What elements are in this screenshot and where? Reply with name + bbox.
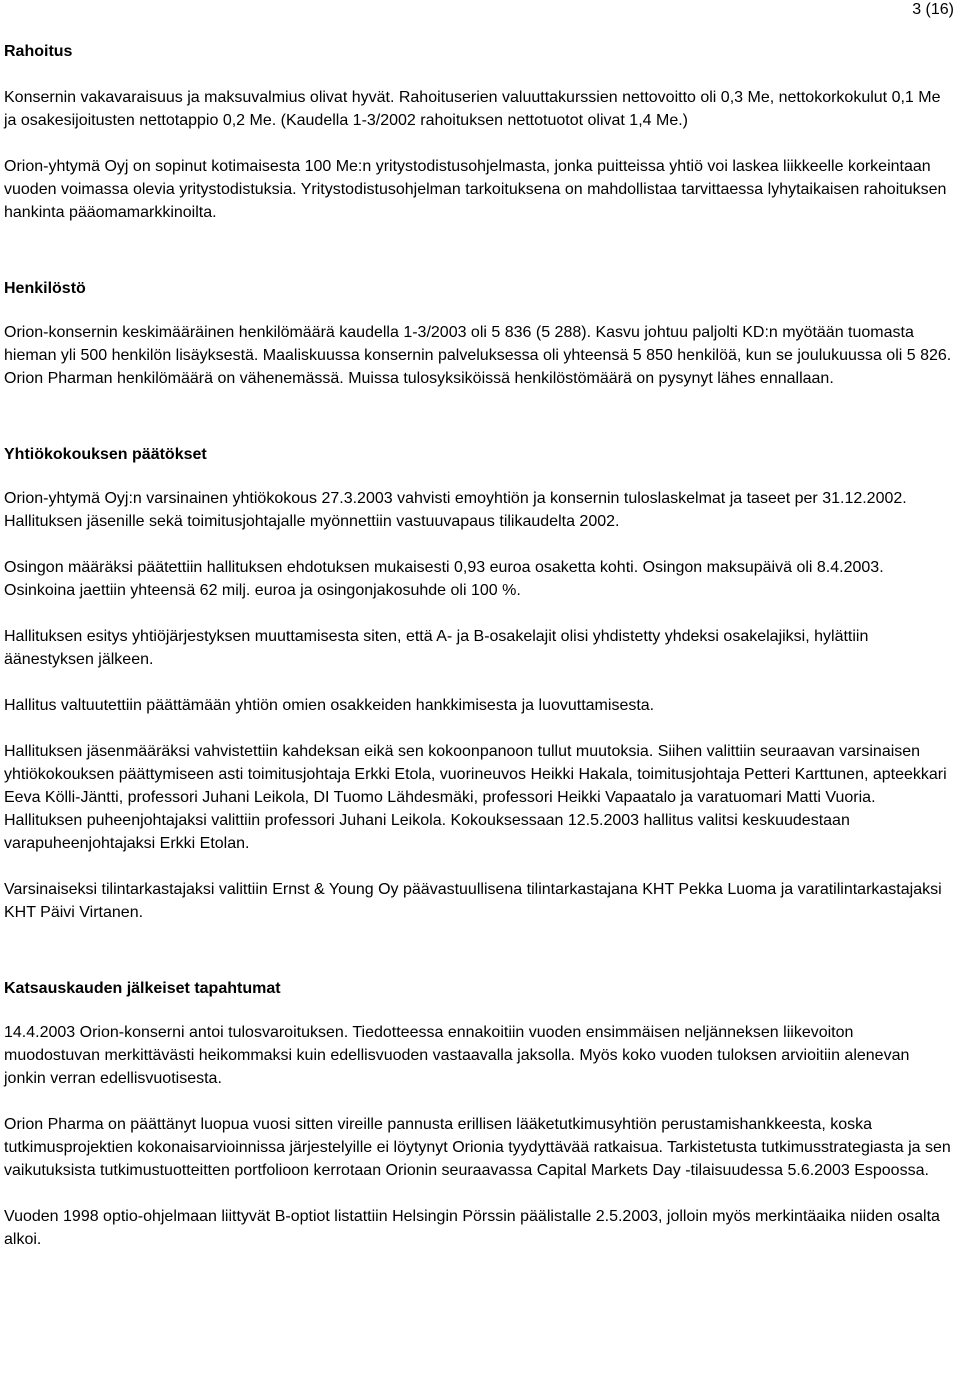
- paragraph: Konsernin vakavaraisuus ja maksuvalmius olivat hyvät. Rahoituserien valuuttakurssien nettovoitto oli 0,3 Me, nettokorkokulut 0,1 Me ja osakesijoitusten nettotappio 0,2 Me. (Kaudella 1-3/2002 rahoituksen nettotuotot olivat 1,4 Me.): [4, 89, 941, 129]
- paragraph: Orion-konsernin keskimääräinen henkilömäärä kaudella 1-3/2003 oli 5 836 (5 288). Kasvu johtuu paljolti KD:n myötään tuomasta hieman yli 500 henkilön lisäyksestä. Maaliskuussa konsernin palveluksessa oli yhteensä 5 850 henkilöä, kun se joulukuussa oli 5 826. Orion Pharman henkilömäärä on vähenemässä. Muissa tulosyksiköissä henkilöstömäärä on pysynyt lähes ennallaan.: [4, 324, 952, 387]
- paragraph: Hallituksen jäsenmääräksi vahvistettiin kahdeksan eikä sen kokoonpanoon tullut muutoksia. Siihen valittiin seuraavan varsinaisen yhtiökokouksen päättymiseen asti toimitusjohtaja Erkki Etola, vuorineuvos Heikki Hakala, toimitusjohtaja Petteri Karttunen, apteekkari Eeva Kölli-Jäntti, professori Juhani Leikola, DI Tuomo Lähdesmäki, professori Heikki Vapaatalo ja varatuomari Matti Vuoria. Hallituksen puheenjohtajaksi valittiin professori Juhani Leikola. Kokouksessaan 12.5.2003 hallitus valitsi keskuudestaan varapuheenjohtajaksi Erkki Etolan.: [4, 743, 947, 852]
- paragraph: Orion-yhtymä Oyj on sopinut kotimaisesta 100 Me:n yritystodistusohjelmasta, jonka puitteissa yhtiö voi laskea liikkeelle korkeintaan vuoden voimassa olevia yritystodistuksia. Yritystodistusohjelman tarkoituksena on mahdollistaa tarvittaessa lyhytaikaisen rahoituksen hankinta pääomamarkkinoilta.: [4, 158, 947, 221]
- section-heading-yhtiokokous: Yhtiökokouksen päätökset: [4, 446, 207, 463]
- paragraph: Orion-yhtymä Oyj:n varsinainen yhtiökokous 27.3.2003 vahvisti emoyhtiön ja konsernin tuloslaskelmat ja taseet per 31.12.2002. Hallituksen jäsenille sekä toimitusjohtajalle myönnettiin vastuuvapaus tilikaudelta 2002.: [4, 490, 907, 530]
- document-body: [4, 40, 952, 1251]
- section-heading-jalkeiset-tapahtumat: Katsauskauden jälkeiset tapahtumat: [4, 980, 281, 997]
- paragraph: Hallituksen esitys yhtiöjärjestyksen muuttamisesta siten, että A- ja B-osakelajit olisi yhdistetty yhdeksi osakelajiksi, hylättiin äänestyksen jälkeen.: [4, 628, 869, 668]
- paragraph: Hallitus valtuutettiin päättämään yhtiön omien osakkeiden hankkimisesta ja luovuttamisesta.: [4, 697, 655, 714]
- paragraph: Orion Pharma on päättänyt luopua vuosi sitten vireille pannusta erillisen lääketutkimusyhtiön perustamishankkeesta, koska tutkimusprojektien kokonaisarvioinnissa järjestelyille ei löytynyt Orionia tyydyttävää ratkaisua. Tarkistetusta tutkimusstrategiasta ja sen vaikutuksista tutkimustuotteitten portfolioon kerrotaan Orionin seuraavassa Capital Markets Day -tilaisuudessa 5.6.2003 Espoossa.: [4, 1116, 951, 1179]
- paragraph: Vuoden 1998 optio-ohjelmaan liittyvät B-optiot listattiin Helsingin Pörssin päälistalle 2.5.2003, jolloin myös merkintäaika niiden osalta alkoi.: [4, 1208, 940, 1248]
- page-number: 3 (16): [912, 1, 954, 18]
- section-heading-henkilosto: Henkilöstö: [4, 280, 86, 297]
- paragraph: Varsinaiseksi tilintarkastajaksi valittiin Ernst & Young Oy päävastuullisena tilintarkastajana KHT Pekka Luoma ja varatilintarkastajaksi KHT Päivi Virtanen.: [4, 881, 942, 921]
- paragraph: Osingon määräksi päätettiin hallituksen ehdotuksen mukaisesti 0,93 euroa osaketta kohti. Osingon maksupäivä oli 8.4.2003. Osinkoina jaettiin yhteensä 62 milj. euroa ja osingonjakosuhde oli 100 %.: [4, 559, 884, 599]
- paragraph: 14.4.2003 Orion-konserni antoi tulosvaroituksen. Tiedotteessa ennakoitiin vuoden ensimmäisen neljänneksen liikevoiton muodostuvan merkittävästi heikommaksi kuin edellisvuoden vastaavalla jaksolla. Myös koko vuoden tuloksen arvioitiin alenevan jonkin verran edellisvuotisesta.: [4, 1024, 910, 1087]
- section-heading-rahoitus: Rahoitus: [4, 43, 73, 60]
